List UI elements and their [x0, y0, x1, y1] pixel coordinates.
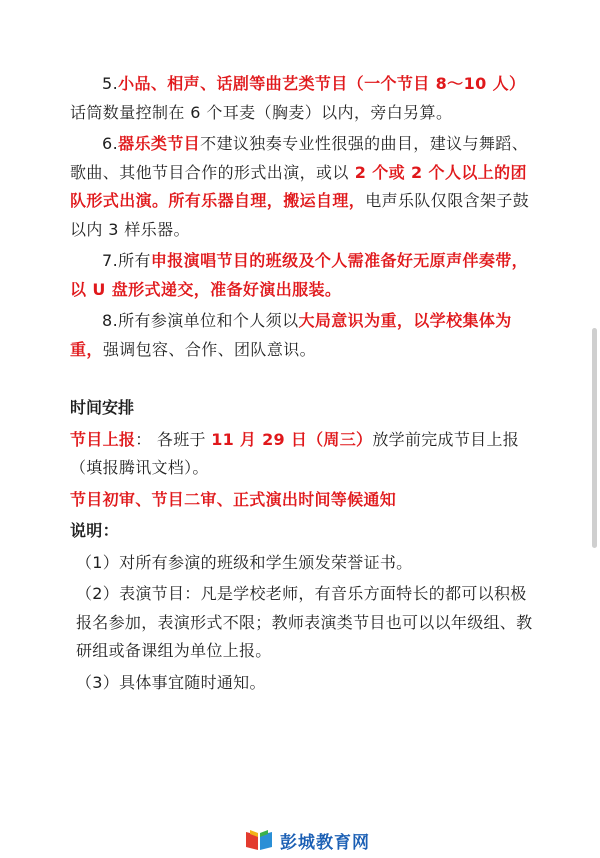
- note-1: （1）对所有参演的班级和学生颁发荣誉证书。: [76, 552, 413, 572]
- item-6-text-2: 电声乐队仅限含架子鼓以内 3 样乐器。: [70, 191, 530, 239]
- logo-text: 彭城教育网: [280, 832, 370, 853]
- report-colon: ： 各班于: [135, 429, 212, 449]
- item-7-prefix: 7.所有: [102, 251, 151, 270]
- item-6-number: 6.: [102, 134, 119, 153]
- notes-heading: 说明：: [70, 521, 119, 540]
- report-date: 11 月 29 日（周三）: [211, 429, 373, 449]
- report-label: 节目上报: [70, 429, 136, 449]
- item-5-text: 话筒数量控制在 6 个耳麦（胸麦）以内，旁白另算。: [70, 102, 453, 122]
- note-3: （3）具体事宜随时通知。: [76, 672, 266, 692]
- report-text: 放学前完成节目上报（填报腾讯文档）。: [70, 429, 520, 477]
- item-6: [70, 130, 540, 244]
- scrollbar-thumb[interactable]: [592, 328, 597, 548]
- item-6-text-1: 不建议独奏专业性很强的曲目，建议与舞蹈、歌曲、其他节目合作的形式出演，或以: [70, 134, 529, 182]
- item-6-highlight-2: 2 个或 2 个人以上的团队形式出演。所有乐器自理，搬运自理，: [70, 162, 527, 210]
- item-6-highlight-1: 器乐类节目: [118, 134, 201, 153]
- item-7-highlight: 申报演唱节目的班级及个人需准备好无原声伴奏带，以 U 盘形式递交，准备好演出服装。: [70, 251, 529, 299]
- item-8-highlight: 大局意识为重，以学校集体为重，: [70, 311, 512, 359]
- item-5-number: 5.: [102, 74, 119, 93]
- book-icon: [244, 828, 274, 852]
- item-7: [70, 247, 540, 304]
- site-logo: [244, 828, 370, 852]
- item-8: [70, 307, 540, 364]
- schedule-notice: 节目初审、节目二审、正式演出时间等候通知: [70, 489, 397, 509]
- item-5: [70, 70, 540, 127]
- item-8-text: 强调包容、合作、团队意识。: [102, 339, 317, 359]
- schedule-heading: 时间安排: [70, 398, 135, 417]
- document-body: [70, 70, 540, 697]
- report-line: [70, 426, 540, 483]
- item-5-highlight: 小品、相声、话剧等曲艺类节目（一个节目 8～10 人）: [118, 74, 526, 93]
- item-8-prefix: 8.所有参演单位和个人须以: [102, 311, 299, 330]
- note-2: （2）表演节目：凡是学校老师，有音乐方面特长的都可以积极报名参加，表演形式不限；教师表演类节目也可以以年级组、教研组或备课组为单位上报。: [76, 584, 533, 660]
